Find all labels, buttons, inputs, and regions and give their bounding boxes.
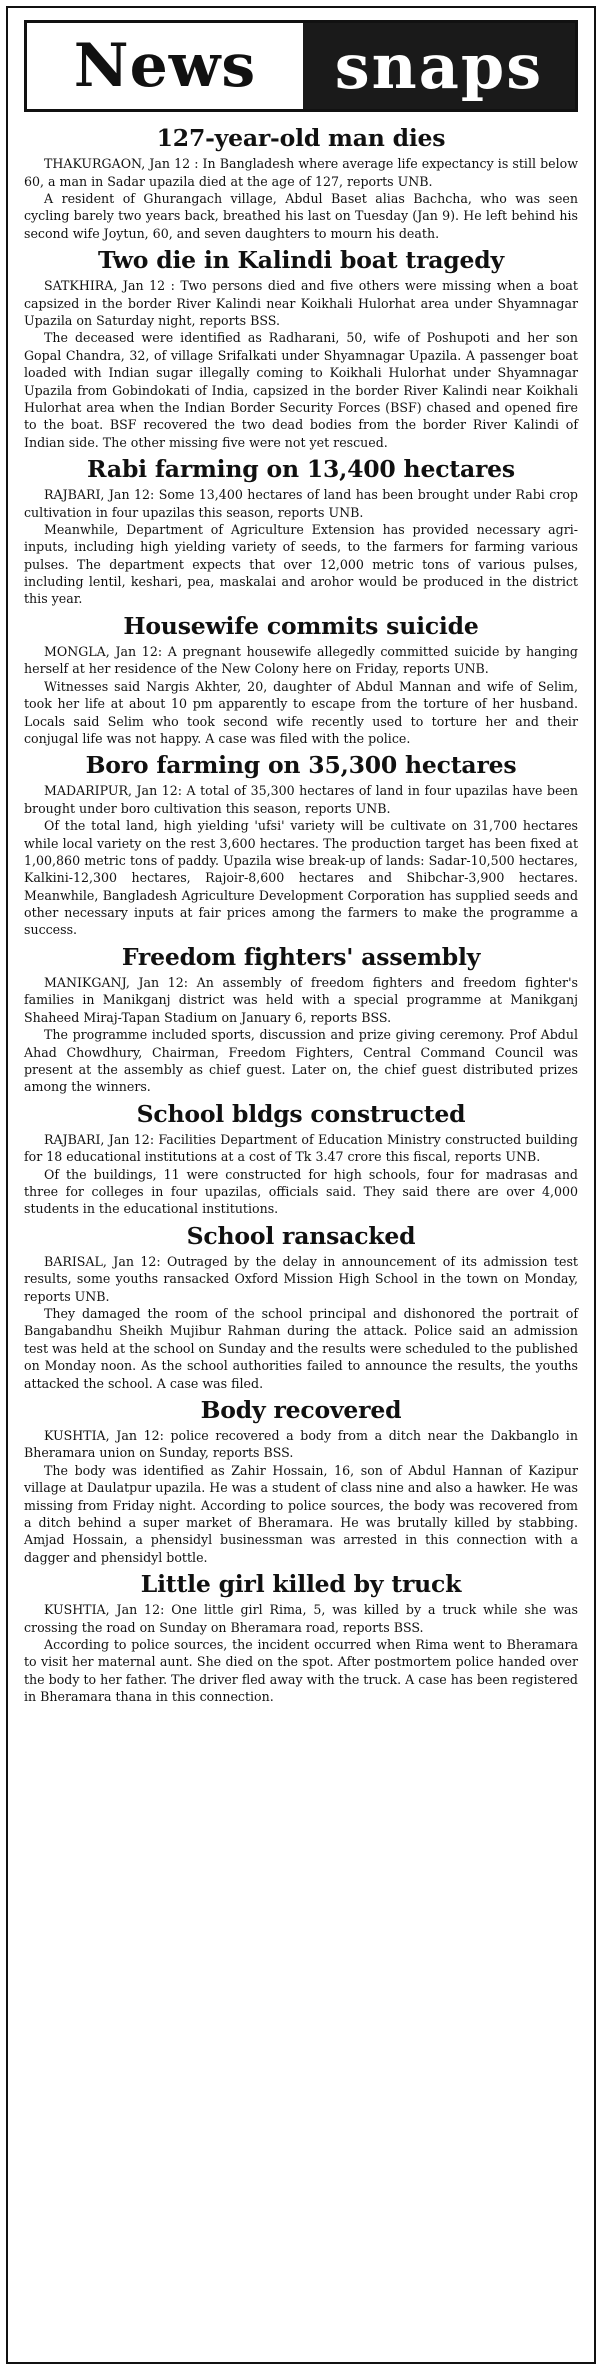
story-paragraph: THAKURGAON, Jan 12 : In Bangladesh where average life expectancy is still below 60, a man in Sadar upazila died at the age of 127, reports UNB. <box>24 156 578 189</box>
story-paragraph: MADARIPUR, Jan 12: A total of 35,300 hectares of land in four upazilas have been brought under boro cultivation this season, reports UNB. <box>24 783 578 816</box>
story-paragraph: Meanwhile, Department of Agriculture Extension has provided necessary agri-inputs, including high yielding variety of seeds, to the farmers for farming various pulses. The department expects that over 12,000 metric tons of various pulses, including lentil, keshari, pea, maskalai and arohor would be produced in the district this year. <box>24 521 578 607</box>
story-2 <box>24 246 578 451</box>
story-headline: School ransacked <box>186 1221 416 1250</box>
story-1 <box>24 124 578 242</box>
story-8 <box>24 1222 578 1392</box>
story-paragraph: BARISAL, Jan 12: Outraged by the delay in announcement of its admission test results, some youths ransacked Oxford Mission High School in the town on Monday, reports UNB. <box>24 1253 578 1304</box>
masthead-news: News <box>73 31 257 101</box>
story-paragraph: The programme included sports, discussion and prize giving ceremony. Prof Abdul Ahad Chowdhury, Chairman, Freedom Fighters, Central Command Council was present at the assembly as chief guest. Later on, the chief guest distributed prizes among the winners. <box>24 1027 578 1095</box>
story-5 <box>24 751 578 939</box>
story-paragraph: According to police sources, the incident occurred when Rima went to Bheramara to visit her maternal aunt. She died on the spot. After postmortem police handed over the body to her father. The driver fled away with the truck. A case has been registered in Bheramara thana in this connection. <box>24 1637 578 1705</box>
story-paragraph: Of the buildings, 11 were constructed for high schools, four for madrasas and three for colleges in four upazilas, officials said. They said there are over 4,000 students in the educational institutions. <box>24 1166 578 1217</box>
story-paragraph: RAJBARI, Jan 12: Facilities Department of Education Ministry constructed building for 18 educational institutions at a cost of Tk 3.47 crore this fiscal, reports UNB. <box>24 1131 578 1165</box>
story-paragraph: RAJBARI, Jan 12: Some 13,400 hectares of land has been brought under Rabi crop cultivation in four upazilas this season, reports UNB. <box>24 487 578 520</box>
story-headline: 127-year-old man dies <box>156 124 446 152</box>
story-headline: School bldgs constructed <box>136 1099 466 1128</box>
story-headline: Little girl killed by truck <box>140 1570 462 1599</box>
story-headline: Freedom fighters' assembly <box>121 942 481 971</box>
story-paragraph: SATKHIRA, Jan 12 : Two persons died and five others were missing when a boat capsized in the border River Kalindi near Koikhali Hulorhat area under Shyamnagar Upazila on Saturday night, reports BSS. <box>24 278 578 328</box>
story-paragraph: KUSHTIA, Jan 12: police recovered a body from a ditch near the Dakbanglo in Bheramara union on Sunday, reports BSS. <box>24 1428 578 1461</box>
story-paragraph: MANIKGANJ, Jan 12: An assembly of freedom fighters and freedom fighter's families in Manikganj district was held with a special programme at Manikganj Shaheed Miraj-Tapan Stadium on January 6, reports BSS. <box>24 975 578 1025</box>
story-paragraph: The body was identified as Zahir Hossain, 16, son of Abdul Hannan of Kazipur village at Daulatpur upazila. He was a student of class nine and also a hawker. He was missing from Friday night. According to police sources, the body was recovered from a ditch behind a super market of Bheramara. He was brutally killed by stabbing. Amjad Hossain, a phensidyl businessman was arrested in this connection with a dagger and phensidyl bottle. <box>24 1462 578 1565</box>
story-7 <box>24 1100 578 1218</box>
story-paragraph: MONGLA, Jan 12: A pregnant housewife allegedly committed suicide by hanging herself at her residence of the New Colony here on Friday, reports UNB. <box>24 644 578 677</box>
story-3 <box>24 455 578 608</box>
story-headline: Boro farming on 35,300 hectares <box>85 751 517 780</box>
story-paragraph: They damaged the room of the school principal and dishonored the portrait of Bangabandhu Sheikh Mujibur Rahman during the attack. Police said an admission test was held at the school on Sunday and the results were scheduled to the published on Monday noon. As the school authorities failed to announce the results, the youths attacked the school. A case was filed. <box>24 1306 578 1391</box>
story-headline: Housewife commits suicide <box>123 611 479 640</box>
story-paragraph: KUSHTIA, Jan 12: One little girl Rima, 5, was killed by a truck while she was crossing the road on Sunday on Bheramara road, reports BSS. <box>24 1602 578 1635</box>
story-headline: Two die in Kalindi boat tragedy <box>98 246 504 275</box>
story-headline: Rabi farming on 13,400 hectares <box>87 455 515 483</box>
story-9 <box>24 1396 578 1566</box>
masthead-snaps: snaps <box>303 23 575 109</box>
story-paragraph: The deceased were identified as Radharani, 50, wife of Poshupoti and her son Gopal Chandra, 32, of village Srifalkati under Shyamnagar Upazila. A passenger boat loaded with Indian sugar illegally coming to Koikhali Hulorhat under Shyamnagar Upazila from Gobindokati of India, capsized in the border River Kalindi near Koikhali Hulorhat area when the Indian Border Security Forces (BSF) chased and opened fire to the boat. BSF recovered the two dead bodies from the border River Kalindi of Indian side. The other missing five were not yet rescued. <box>24 330 578 450</box>
news-snaps-page <box>6 6 596 2364</box>
story-6 <box>24 943 578 1096</box>
story-headline: Body recovered <box>200 1395 402 1424</box>
story-paragraph: Of the total land, high yielding 'ufsi' variety will be cultivate on 31,700 hectares while local variety on the rest 3,600 hectares. The production target has been fixed at 1,00,860 metric tons of paddy. Upazila wise break-up of lands: Sadar-10,500 hectares, Kalkini-12,300 hectares, Rajoir-8,600 hectares and Shibchar-3,900 hectares. Meanwhile, Bangladesh Agriculture Development Corporation has supplied seeds and other necessary inputs at fair prices among the farmers to make the programme a success. <box>24 818 578 938</box>
story-paragraph: A resident of Ghurangach village, Abdul Baset alias Bachcha, who was seen cycling barely two years back, breathed his last on Tuesday (Jan 9). He left behind his second wife Joytun, 60, and seven daughters to mourn his death. <box>24 190 578 241</box>
story-paragraph: Witnesses said Nargis Akhter, 20, daughter of Abdul Mannan and wife of Selim, took her life at about 10 pm apparently to escape from the torture of her husband. Locals said Selim who took second wife recently used to torture her and their conjugal life was not happy. A case was filed with the police. <box>24 678 578 746</box>
masthead <box>24 20 578 112</box>
story-10 <box>24 1570 578 1705</box>
story-4 <box>24 612 578 747</box>
